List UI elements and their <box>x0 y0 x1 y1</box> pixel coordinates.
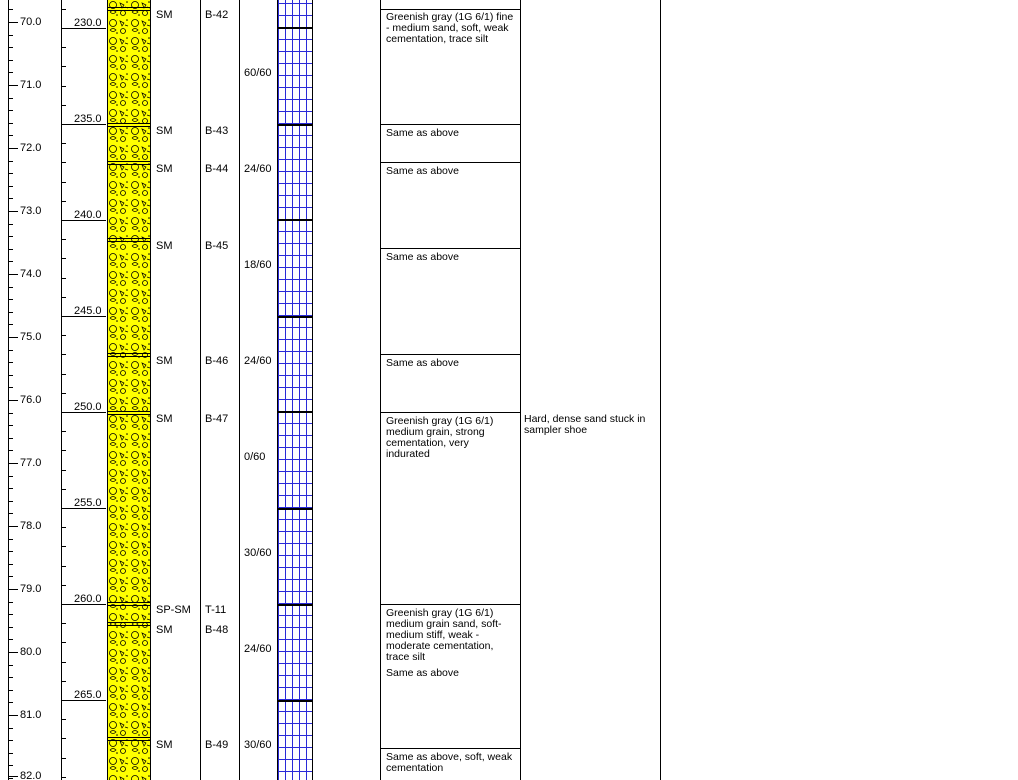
sample-id: B-48 <box>205 624 229 636</box>
elevation-minor-tick <box>9 513 13 514</box>
sample-id: B-49 <box>205 739 229 751</box>
elevation-minor-tick <box>9 639 13 640</box>
elevation-minor-tick <box>9 753 13 754</box>
depth-minor-tick <box>62 374 66 375</box>
recovery-value: 24/60 <box>244 163 272 175</box>
elevation-label: 73.0 <box>20 205 42 217</box>
depth-minor-tick <box>62 239 66 240</box>
depth-minor-tick <box>62 738 66 739</box>
core-run-break <box>277 27 313 29</box>
lithology-boundary <box>107 164 151 165</box>
elevation-minor-tick <box>9 236 13 237</box>
depth-minor-tick <box>62 182 66 183</box>
elevation-minor-tick <box>9 476 13 477</box>
elevation-minor-tick <box>9 551 13 552</box>
soil-classification: SM <box>156 739 173 751</box>
elevation-label: 80.0 <box>20 646 42 658</box>
elevation-label: 74.0 <box>20 268 42 280</box>
lithology-boundary <box>107 356 151 357</box>
lithology-boundary <box>107 126 151 127</box>
lithology-boundary <box>107 737 151 738</box>
lithology-column <box>107 0 151 780</box>
soil-description: Same as above <box>386 357 459 369</box>
elevation-minor-tick <box>9 425 13 426</box>
sample-id: B-44 <box>205 163 229 175</box>
elevation-major-tick <box>9 148 18 149</box>
elevation-minor-tick <box>9 501 13 502</box>
column-divider <box>520 0 521 780</box>
depth-minor-tick <box>62 719 66 720</box>
column-divider <box>380 0 381 780</box>
depth-label: 260.0 <box>74 593 102 605</box>
description-break <box>380 162 520 163</box>
soil-description: Same as above <box>386 251 459 263</box>
elevation-minor-tick <box>9 287 13 288</box>
depth-minor-tick <box>62 201 66 202</box>
elevation-minor-tick <box>9 602 13 603</box>
depth-minor-tick <box>62 354 66 355</box>
depth-minor-tick <box>62 642 66 643</box>
depth-minor-tick <box>62 681 66 682</box>
depth-minor-tick <box>62 105 66 106</box>
remark: Hard, dense sand stuck in sampler shoe <box>524 413 646 436</box>
description-break <box>380 748 520 749</box>
soil-description: Same as above <box>386 165 459 177</box>
elevation-major-tick <box>9 85 18 86</box>
depth-minor-tick <box>62 278 66 279</box>
depth-minor-tick <box>62 450 66 451</box>
elevation-minor-tick <box>9 299 13 300</box>
elevation-minor-tick <box>9 60 13 61</box>
elevation-minor-tick <box>9 413 13 414</box>
sample-id: B-42 <box>205 9 229 21</box>
depth-minor-tick <box>62 86 66 87</box>
elevation-major-tick <box>9 652 18 653</box>
elevation-label: 70.0 <box>20 16 42 28</box>
soil-classification: SM <box>156 624 173 636</box>
recovery-value: 60/60 <box>244 67 272 79</box>
elevation-major-tick <box>9 463 18 464</box>
elevation-minor-tick <box>9 387 13 388</box>
lithology-boundary <box>107 7 151 8</box>
lithology-boundary <box>107 353 151 354</box>
depth-minor-tick <box>62 662 66 663</box>
elevation-label: 76.0 <box>20 394 42 406</box>
core-run-break <box>277 411 313 413</box>
description-break <box>380 124 520 125</box>
depth-minor-tick <box>62 162 66 163</box>
elevation-minor-tick <box>9 98 13 99</box>
sample-id: B-47 <box>205 413 229 425</box>
elevation-minor-tick <box>9 135 13 136</box>
elevation-minor-tick <box>9 224 13 225</box>
description-break <box>380 9 520 10</box>
elevation-minor-tick <box>9 35 13 36</box>
recovery-value: 30/60 <box>244 739 272 751</box>
soil-classification: SM <box>156 355 173 367</box>
soil-classification: SM <box>156 413 173 425</box>
elevation-minor-tick <box>9 627 13 628</box>
lithology-boundary <box>107 161 151 162</box>
soil-description: Greenish gray (1G 6/1) fine - medium sand, soft, weak cementation, trace silt <box>386 11 514 45</box>
elevation-minor-tick <box>9 702 13 703</box>
elevation-major-tick <box>9 400 18 401</box>
depth-minor-tick <box>62 546 66 547</box>
elevation-minor-tick <box>9 123 13 124</box>
soil-description: Greenish gray (1G 6/1) medium grain sand, soft-medium stiff, weak - moderate cementation, trace silt <box>386 607 502 663</box>
depth-minor-tick <box>62 66 66 67</box>
depth-minor-tick <box>62 470 66 471</box>
elevation-major-tick <box>9 274 18 275</box>
elevation-label: 72.0 <box>20 142 42 154</box>
elevation-label: 71.0 <box>20 79 42 91</box>
depth-label: 240.0 <box>74 209 102 221</box>
description-break <box>380 248 520 249</box>
depth-minor-tick <box>62 393 66 394</box>
elevation-minor-tick <box>9 778 13 779</box>
column-divider <box>660 0 661 780</box>
description-break <box>380 604 520 605</box>
elevation-minor-tick <box>9 765 13 766</box>
description-break <box>380 412 520 413</box>
elevation-major-tick <box>9 715 18 716</box>
elevation-minor-tick <box>9 362 13 363</box>
elevation-minor-tick <box>9 47 13 48</box>
depth-minor-tick <box>62 258 66 259</box>
elevation-major-tick <box>9 211 18 212</box>
soil-description: Same as above, soft, weak cementation <box>386 751 513 774</box>
elevation-minor-tick <box>9 312 13 313</box>
elevation-label: 81.0 <box>20 709 42 721</box>
recovery-value: 24/60 <box>244 355 272 367</box>
soil-classification: SP-SM <box>156 604 191 616</box>
soil-description: Same as above <box>386 127 459 139</box>
depth-minor-tick <box>62 585 66 586</box>
elevation-minor-tick <box>9 728 13 729</box>
depth-minor-tick <box>62 431 66 432</box>
core-run-break <box>277 700 313 702</box>
core-run-break <box>277 508 313 510</box>
core-run-break <box>277 124 313 126</box>
lithology-boundary <box>107 622 151 623</box>
elevation-minor-tick <box>9 9 13 10</box>
elevation-axis-line <box>8 0 9 780</box>
elevation-minor-tick <box>9 375 13 376</box>
elevation-minor-tick <box>9 261 13 262</box>
lithology-boundary <box>107 602 151 603</box>
depth-minor-tick <box>62 335 66 336</box>
elevation-minor-tick <box>9 198 13 199</box>
soil-classification: SM <box>156 125 173 137</box>
elevation-minor-tick <box>9 173 13 174</box>
depth-minor-tick <box>62 47 66 48</box>
depth-minor-tick <box>62 143 66 144</box>
elevation-minor-tick <box>9 665 13 666</box>
elevation-label: 79.0 <box>20 583 42 595</box>
lithology-boundary <box>107 123 151 124</box>
elevation-minor-tick <box>9 539 13 540</box>
elevation-major-tick <box>9 589 18 590</box>
elevation-minor-tick <box>9 677 13 678</box>
lithology-boundary <box>107 625 151 626</box>
soil-classification: SM <box>156 240 173 252</box>
depth-label: 245.0 <box>74 305 102 317</box>
elevation-label: 75.0 <box>20 331 42 343</box>
elevation-label: 78.0 <box>20 520 42 532</box>
soil-description: Same as above <box>386 667 459 679</box>
depth-minor-tick <box>62 297 66 298</box>
depth-minor-tick <box>62 623 66 624</box>
depth-axis-line <box>61 0 62 780</box>
elevation-minor-tick <box>9 161 13 162</box>
elevation-major-tick <box>9 22 18 23</box>
sand-pattern <box>108 0 150 780</box>
lithology-boundary <box>107 241 151 242</box>
elevation-minor-tick <box>9 576 13 577</box>
elevation-major-tick <box>9 526 18 527</box>
column-divider <box>200 0 201 780</box>
elevation-major-tick <box>9 337 18 338</box>
depth-label: 235.0 <box>74 113 102 125</box>
depth-label: 255.0 <box>74 497 102 509</box>
elevation-minor-tick <box>9 614 13 615</box>
elevation-minor-tick <box>9 438 13 439</box>
column-divider <box>239 0 240 780</box>
core-run-break <box>277 219 313 221</box>
core-run-grid <box>277 0 313 780</box>
sample-id: B-45 <box>205 240 229 252</box>
depth-minor-tick <box>62 489 66 490</box>
elevation-minor-tick <box>9 564 13 565</box>
elevation-minor-tick <box>9 72 13 73</box>
lithology-boundary <box>107 740 151 741</box>
lithology-boundary <box>107 414 151 415</box>
depth-label: 250.0 <box>74 401 102 413</box>
elevation-minor-tick <box>9 690 13 691</box>
lithology-boundary <box>107 238 151 239</box>
elevation-minor-tick <box>9 249 13 250</box>
depth-minor-tick <box>62 566 66 567</box>
elevation-minor-tick <box>9 324 13 325</box>
depth-label: 265.0 <box>74 689 102 701</box>
depth-minor-tick <box>62 777 66 778</box>
soil-classification: SM <box>156 9 173 21</box>
description-break <box>380 354 520 355</box>
lithology-boundary <box>107 411 151 412</box>
lithology-boundary <box>107 605 151 606</box>
recovery-value: 24/60 <box>244 643 272 655</box>
soil-classification: SM <box>156 163 173 175</box>
depth-minor-tick <box>62 9 66 10</box>
depth-label: 230.0 <box>74 17 102 29</box>
elevation-minor-tick <box>9 488 13 489</box>
depth-minor-tick <box>62 758 66 759</box>
elevation-minor-tick <box>9 350 13 351</box>
elevation-minor-tick <box>9 110 13 111</box>
elevation-minor-tick <box>9 186 13 187</box>
recovery-value: 30/60 <box>244 547 272 559</box>
elevation-label: 82.0 <box>20 770 42 780</box>
soil-description: Greenish gray (1G 6/1) medium grain, strong cementation, very indurated <box>386 415 494 460</box>
sample-id: B-46 <box>205 355 229 367</box>
lithology-boundary <box>107 10 151 11</box>
elevation-major-tick <box>9 776 18 777</box>
sample-id: T-11 <box>205 604 227 616</box>
recovery-value: 0/60 <box>244 451 266 463</box>
recovery-value: 18/60 <box>244 259 272 271</box>
elevation-label: 77.0 <box>20 457 42 469</box>
elevation-minor-tick <box>9 450 13 451</box>
sample-id: B-43 <box>205 125 229 137</box>
core-run-break <box>277 316 313 318</box>
core-run-break <box>277 604 313 606</box>
elevation-minor-tick <box>9 740 13 741</box>
depth-minor-tick <box>62 527 66 528</box>
